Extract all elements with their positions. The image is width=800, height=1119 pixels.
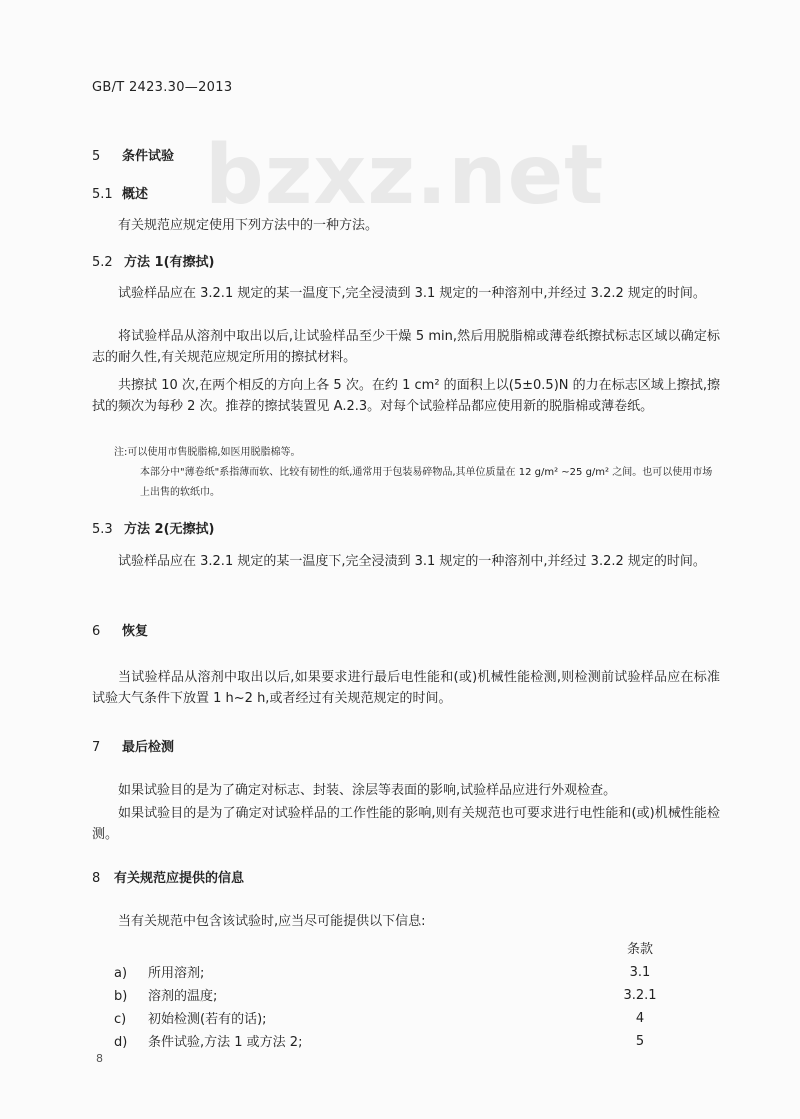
section-5-2-note-1: 注:可以使用市售脱脂棉,如医用脱脂棉等。 [114, 447, 301, 458]
info-list-clause-d: 5 [635, 1034, 645, 1049]
clause-column-header: 条款 [626, 942, 653, 957]
section-5-1-text: 有关规范应规定使用下列方法中的一种方法。 [118, 218, 379, 233]
section-5-3-paragraph: 试验样品应在 3.2.1 规定的某一温度下,完全浸渍到 3.1 规定的一种溶剂中,并经过 3.2.2 规定的时间。 [118, 554, 706, 569]
section-5-2-note-2: 本部分中"薄卷纸"系指薄而软、比较有韧性的纸,通常用于包装易碎物品,其单位质量在 12 g/m² ~25 g/m² 之间。也可以使用市场上出售的软纸巾。 [140, 467, 713, 498]
info-list-item-c: c) 初始检测(若有的话); [114, 1012, 267, 1027]
watermark: bzxz.net [205, 128, 605, 223]
info-list-item-b: b) 溶剂的温度; [114, 989, 218, 1004]
section-5-2-paragraph-1: 试验样品应在 3.2.1 规定的某一温度下,完全浸渍到 3.1 规定的一种溶剂中,并经过 3.2.2 规定的时间。 [118, 286, 706, 301]
info-list-item-a: a) 所用溶剂; [114, 966, 205, 981]
page-number: 8 [96, 1052, 103, 1065]
section-6-heading: 6 恢复 [92, 624, 149, 639]
info-list-clause-c: 4 [635, 1011, 645, 1026]
section-8-intro: 当有关规范中包含该试验时,应当尽可能提供以下信息: [118, 914, 426, 929]
section-5-2-paragraph-2: 将试验样品从溶剂中取出以后,让试验样品至少干燥 5 min,然后用脱脂棉或薄卷纸擦拭标志区域以确定标志的耐久性,有关规范应规定所用的擦拭材料。 [92, 329, 720, 365]
section-5-1-heading: 5.1 概述 [92, 187, 149, 202]
section-5-2-paragraph-3: 共擦拭 10 次,在两个相反的方向上各 5 次。在约 1 cm² 的面积上以(5±0.5)N 的力在标志区域上擦拭,擦拭的频次为每秒 2 次。推荐的擦拭装置见 A.2.3。对每个试验样品都应使用新的脱脂棉或薄卷纸。 [92, 378, 720, 414]
standard-code: GB/T 2423.30—2013 [92, 80, 233, 95]
section-6-paragraph: 当试验样品从溶剂中取出以后,如果要求进行最后电性能和(或)机械性能检测,则检测前试验样品应在标准试验大气条件下放置 1 h~2 h,或者经过有关规范规定的时间。 [92, 670, 720, 706]
section-7-paragraph-2: 如果试验目的是为了确定对试验样品的工作性能的影响,则有关规范也可要求进行电性能和(或)机械性能检测。 [92, 806, 720, 842]
section-5-2-heading: 5.2 方法 1(有擦拭) [92, 255, 215, 270]
section-8-heading: 8 有关规范应提供的信息 [92, 871, 245, 886]
section-7-paragraph-1: 如果试验目的是为了确定对标志、封装、涂层等表面的影响,试验样品应进行外观检查。 [118, 783, 617, 798]
info-list-item-d: d) 条件试验,方法 1 或方法 2; [114, 1035, 303, 1050]
info-list-clause-b: 3.2.1 [623, 988, 657, 1003]
section-7-heading: 7 最后检测 [92, 740, 175, 755]
info-list-clause-a: 3.1 [629, 965, 651, 980]
section-5-heading: 5 条件试验 [92, 149, 175, 164]
section-5-3-heading: 5.3 方法 2(无擦拭) [92, 522, 215, 537]
